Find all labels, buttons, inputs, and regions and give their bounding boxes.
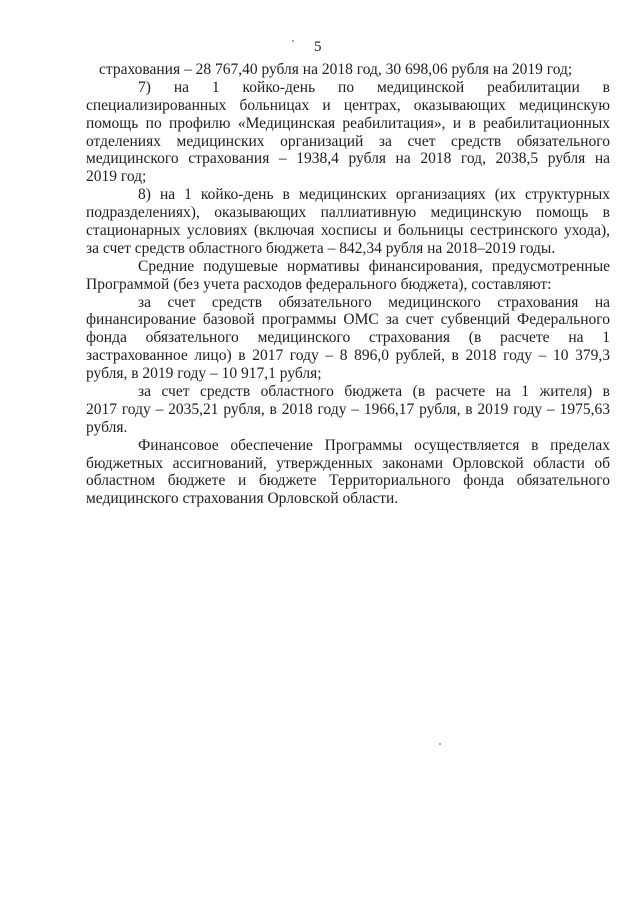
- text-line: Финансовое обеспечение Программы осуществляется в пределах: [138, 436, 610, 454]
- paragraph: [86, 294, 610, 383]
- text-line: страхования – 28 767,40 рубля на 2018 год, 30 698,06 рубля на 2019 год;: [99, 61, 573, 78]
- text-line: финансирование базовой программы ОМС за счет субвенций Федерального: [86, 311, 610, 329]
- paragraph: [86, 383, 610, 437]
- paragraph: [86, 437, 610, 509]
- scan-speck-icon: [292, 40, 294, 42]
- text-line: стационарных условиях (включая хосписы и больницы сестринского ухода),: [86, 222, 610, 240]
- text-line: помощь по профилю «Медицинская реабилитация», и в реабилитационных: [86, 114, 610, 132]
- text-line: подразделениях), оказывающих паллиативную медицинскую помощь в: [86, 204, 610, 222]
- text-line: 7) на 1 койко-день по медицинской реабилитации в: [138, 78, 610, 96]
- text-line: рубля.: [86, 418, 128, 436]
- text-line: 8) на 1 койко-день в медицинских организациях (их структурных: [138, 186, 610, 204]
- paragraph: [86, 186, 610, 258]
- text-line: застрахованное лицо) в 2017 году – 8 896,0 рублей, в 2018 году – 10 379,3: [86, 347, 610, 365]
- scan-speck-icon: [439, 743, 441, 745]
- text-line: фонда обязательного медицинского страхования (в расчете на 1: [86, 329, 610, 347]
- page-number: 5: [314, 39, 322, 55]
- text-line: медицинского страхования Орловской области.: [86, 490, 399, 508]
- text-line: медицинского страхования – 1938,4 рубля на 2018 год, 2038,5 рубля на: [86, 150, 610, 168]
- text-line: за счет средств обязательного медицинского страхования на: [138, 293, 610, 311]
- document-body: [86, 61, 610, 508]
- paragraph: [86, 79, 610, 186]
- text-line: бюджетных ассигнований, утвержденных законами Орловской области об: [86, 454, 610, 472]
- text-line: Средние подушевые нормативы финансирования, предусмотренные: [138, 257, 610, 275]
- text-line: рубля, в 2019 году – 10 917,1 рубля;: [86, 365, 322, 383]
- paragraph: [86, 258, 610, 294]
- text-line: специализированных больницах и центрах, оказывающих медицинскую: [86, 96, 610, 114]
- text-line: отделениях медицинских организаций за счет средств обязательного: [86, 132, 610, 150]
- text-line: за счет средств областного бюджета (в расчете на 1 жителя) в: [138, 383, 610, 401]
- text-line: за счет средств областного бюджета – 842,34 рубля на 2018–2019 годы.: [86, 239, 556, 257]
- paragraph: [86, 61, 610, 79]
- text-line: 2019 год;: [86, 168, 147, 186]
- text-line: областном бюджете и бюджете Территориального фонда обязательного: [86, 472, 610, 490]
- text-line: 2017 году – 2035,21 рубля, в 2018 году – 1966,17 рубля, в 2019 году – 1975,63: [86, 400, 610, 418]
- text-line: Программой (без учета расходов федерального бюджета), составляют:: [86, 275, 552, 293]
